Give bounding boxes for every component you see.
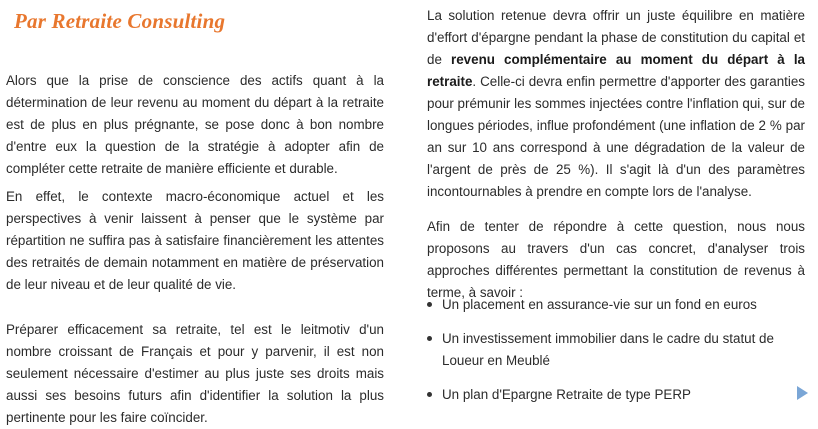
bullet-icon <box>427 336 432 341</box>
list-item-text: Un placement en assurance-vie sur un fond en euros <box>442 297 757 312</box>
list-item-text: Un investissement immobilier dans le cadre du statut de Loueur en Meublé <box>442 331 774 368</box>
bullet-icon <box>427 392 432 397</box>
solution-paragraph <box>427 5 805 203</box>
list-item <box>427 384 805 406</box>
bullet-icon <box>427 302 432 307</box>
solution-text-bold: revenu complémentaire au moment du départ à la retraite <box>427 52 805 89</box>
approach-paragraph: Afin de tenter de répondre à cette question, nous nous proposons au travers d'un cas concret, d'analyser trois approches différentes permettant la constitution de revenus à terme, à savoir : <box>427 219 805 300</box>
preparation-paragraph: Préparer efficacement sa retraite, tel est le leitmotiv d'un nombre croissant de Français et pour y parvenir, il est non seulement nécessaire d'estimer au plus juste ses droits mais aussi ses besoins futurs afin d'identifier la solution la plus pertinente pour les faire coïncider. <box>6 322 384 425</box>
list-item <box>427 294 805 316</box>
solution-text-start: La solution retenue devra offrir un juste équilibre en matière d'effort d'épargne pendant la phase de constitution du capital et de <box>427 8 805 67</box>
approach-list <box>427 294 805 406</box>
context-paragraph: En effet, le contexte macro-économique actuel et les perspectives à venir laissent à penser que le système par répartition ne suffira pas à satisfaire financièrement les attentes des retraités de demain notamment en matière de préservation de leur niveau et de leur qualité de vie. <box>6 189 384 292</box>
list-item-text: Un plan d'Epargne Retraite de type PERP <box>442 387 691 402</box>
page-title: Par Retraite Consulting <box>14 9 226 33</box>
list-item <box>427 328 805 372</box>
solution-text-end: . Celle-ci devra enfin permettre d'apporter des garanties pour prémunir les sommes injectées contre l'inflation qui, sur de longues périodes, influe profondément (une inflation de 2 % par an sur 10 ans correspond à une dégradation de la valeur de l'argent de près de 25 %). Il s'agit là d'un des paramètres incontournables à prendre en compte lors de l'analyse. <box>427 74 805 199</box>
play-arrow-icon[interactable] <box>797 386 808 400</box>
intro-paragraph: Alors que la prise de conscience des actifs quant à la détermination de leur revenu au moment du départ à la retraite est de plus en plus prégnante, se pose donc à bon nombre d'entre eux la question de la stratégie à adopter afin de compléter cette retraite de manière efficiente et durable. <box>6 73 384 176</box>
